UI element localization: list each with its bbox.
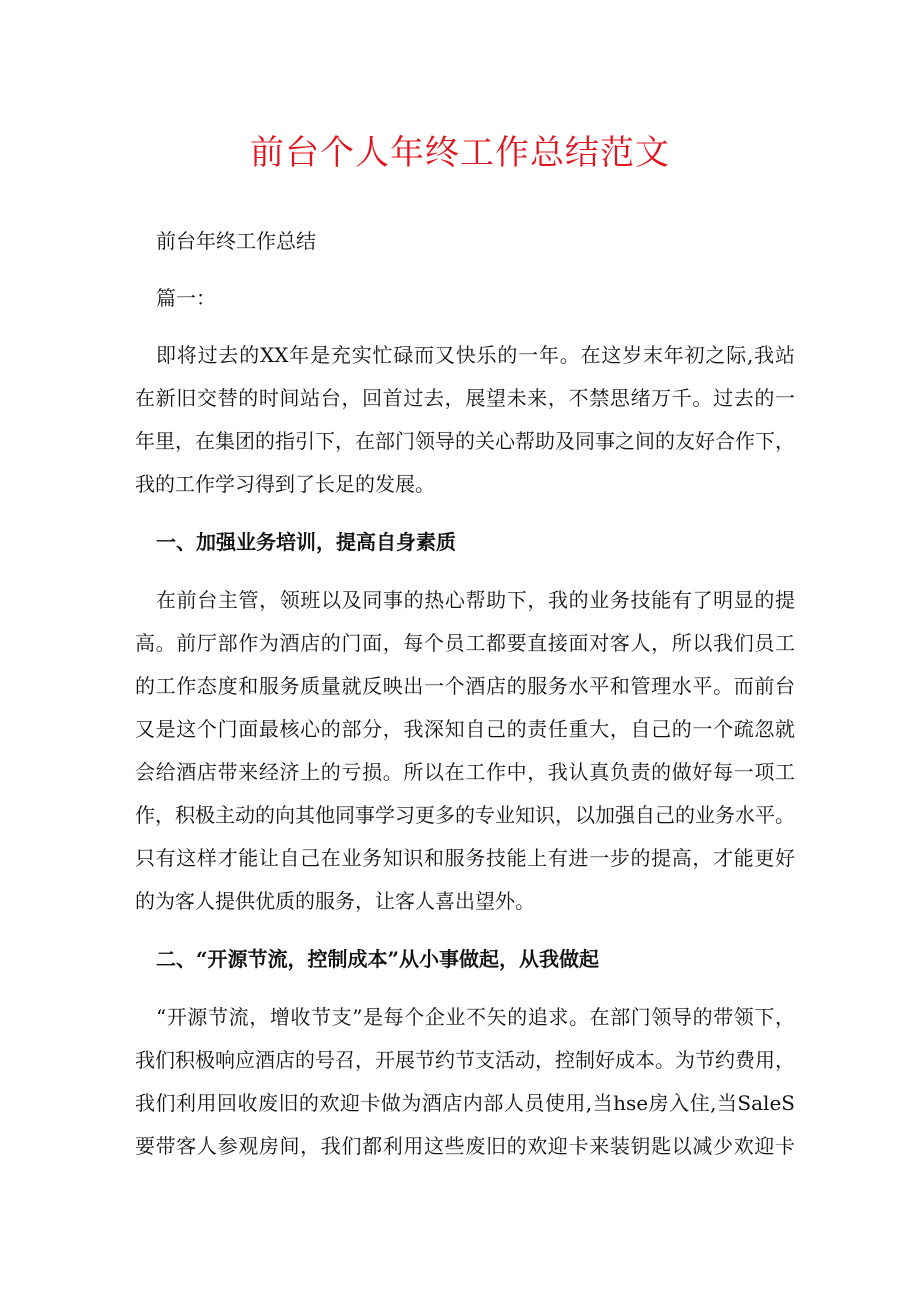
intro-paragraph — [135, 334, 795, 506]
section1-paragraph — [135, 579, 795, 923]
intro-line: 在新旧交替的时间站台，回首过去，展望未来，不禁思绪万千。过去的一 — [135, 386, 795, 410]
intro-line: 年里，在集团的指引下，在部门领导的关心帮助及同事之间的友好合作下， — [135, 429, 795, 453]
section2-line: 要带客人参观房间，我们都利用这些废旧的欢迎卡来装钥匙以减少欢迎卡 — [135, 1134, 795, 1158]
document-body — [135, 220, 795, 1168]
section1-line: 的工作态度和服务质量就反映出一个酒店的服务水平和管理水平。而前台 — [135, 674, 795, 698]
section1-line: 在前台主管，领班以及同事的热心帮助下，我的业务技能有了明显的提 — [156, 588, 795, 612]
section2-paragraph — [135, 996, 795, 1168]
section1-line: 作，积极主动的向其他同事学习更多的专业知识，以加强自己的业务水平。 — [135, 803, 795, 827]
section1-line: 会给酒店带来经济上的亏损。所以在工作中，我认真负责的做好每一项工 — [135, 760, 795, 784]
section1-line: 又是这个门面最核心的部分，我深知自己的责任重大，自己的一个疏忽就 — [135, 717, 795, 741]
section1-line: 高。前厅部作为酒店的门面，每个员工都要直接面对客人，所以我们员工 — [135, 631, 795, 655]
section-heading-2: 二、“开源节流，控制成本”从小事做起，从我做起 — [156, 947, 600, 971]
intro-line: 即将过去的XX年是充实忙碌而又快乐的一年。在这岁末年初之际,我站 — [156, 343, 795, 367]
section2-line: “开源节流，增收节支”是每个企业不矢的追求。在部门领导的带领下， — [156, 1005, 795, 1029]
part-label: 篇一： — [156, 286, 216, 310]
section2-line: 我们积极响应酒店的号召，开展节约节支活动，控制好成本。为节约费用， — [135, 1048, 795, 1072]
page-title: 前台个人年终工作总结范文 — [250, 133, 670, 173]
section1-line: 的为客人提供优质的服务，让客人喜出望外。 — [135, 889, 535, 913]
intro-line: 我的工作学习得到了长足的发展。 — [135, 472, 435, 496]
subtitle: 前台年终工作总结 — [156, 229, 316, 253]
section2-line: 我们利用回收废旧的欢迎卡做为酒店内部人员使用,当hse房入住,当SaleS — [135, 1091, 795, 1115]
section1-line: 只有这样才能让自己在业务知识和服务技能上有进一步的提高，才能更好 — [135, 846, 795, 870]
section-heading-1: 一、加强业务培训，提高自身素质 — [156, 530, 456, 554]
